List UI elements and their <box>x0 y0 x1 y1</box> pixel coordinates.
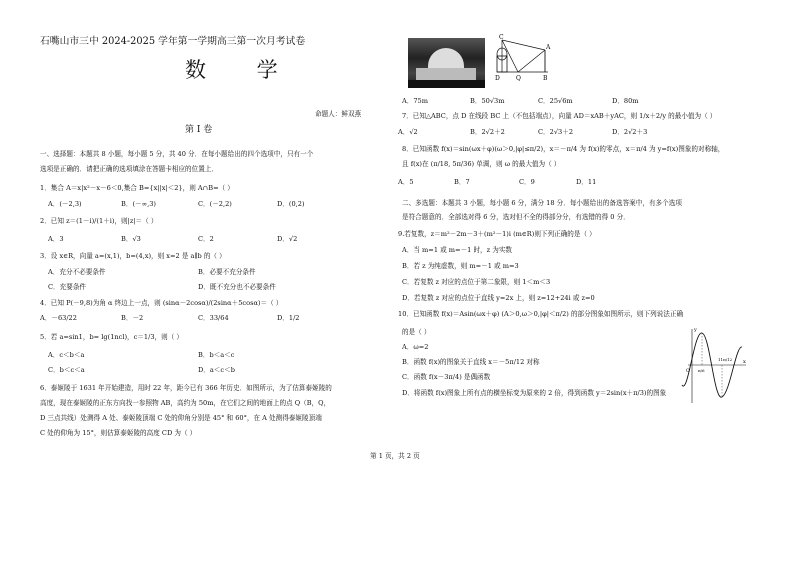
q6-option-d: D．80m <box>612 97 639 105</box>
taj-mahal-photo <box>408 38 485 88</box>
diagram-label-d: D <box>495 75 500 82</box>
q5-option-b: B．b＜a＜c <box>198 351 235 359</box>
q7-option-a: A．√2 <box>398 128 418 136</box>
q10-option-c: C．函数 f(x－3π/4) 是偶函数 <box>402 373 491 381</box>
q1-option-d: D．(0,2) <box>277 200 305 208</box>
diagram-label-c: C <box>499 34 504 41</box>
q10-option-d: D．将函数 f(x)图象上所有点的横坐标变为原来的 2 倍，得到函数 y＝2sin(x＋π/3)的图象 <box>402 389 667 397</box>
q1-stem: 1．集合 A＝x|x²－x－6＜0,集合 B={x||x|＜2}，则 A∩B=（ ） <box>40 184 234 192</box>
q4-option-d: D．1/2 <box>277 314 300 322</box>
page-footer: 第 1 页，共 2 页 <box>370 452 420 460</box>
q6-line4: C 处的仰角为 15°，则估算泰姬陵的高度 CD 为（ ） <box>40 429 197 437</box>
q3-option-d: D．既不充分也不必要条件 <box>198 283 276 291</box>
graph-label-y: y <box>694 327 697 333</box>
q9-stem: 9.若复数，z＝m²－2m－3＋(m²－1)i (m∈R)则下列正确的是（ ） <box>398 230 596 238</box>
q8-option-b: B．7 <box>454 178 470 186</box>
q3-stem: 3．设 x∈R，向量 a=(x,1)，b=(4,x)，则 x=2 是 a∥b 的（ ） <box>40 252 226 260</box>
subject-heading: 数 学 <box>185 58 300 82</box>
q8-option-a: A．5 <box>398 178 414 186</box>
q2-option-a: A．3 <box>48 235 64 243</box>
author: 命题人：鲜双燕 <box>315 110 362 118</box>
q5-option-d: D．a＜c＜b <box>198 366 235 374</box>
q2-option-b: B．√3 <box>121 235 141 243</box>
q3-option-b: B．必要不充分条件 <box>198 268 256 276</box>
q5-option-a: A．c＜b＜a <box>48 351 85 359</box>
q6-line1: 6．泰姬陵于 1631 年开始建造，用时 22 年，距今已有 366 年历史．如图所示，为了估算泰姬陵的 <box>40 384 332 392</box>
q10-line2: 的是（ ） <box>402 328 431 336</box>
q8-option-c: C．9 <box>519 178 535 186</box>
section2-intro-line2: 是符合题意的．全部选对得 6 分，选对但不全的得部分分，有选错的得 0 分． <box>402 213 630 221</box>
q9-option-d: D．若复数 z 对应的点位于直线 y=2x 上，则 z=12+24i 或 z=0 <box>402 294 595 302</box>
q8-option-d: D．11 <box>576 178 597 186</box>
q3-option-a: A．充分不必要条件 <box>48 268 106 276</box>
section2-intro-line1: 二、多选题：本题共 3 小题，每小题 6 分，满分 18 分．每小题给出的备选答案中，有多个选项 <box>402 199 682 207</box>
q4-option-c: C．33/64 <box>198 314 229 322</box>
exam-title: 石嘴山市三中 2024-2025 学年第一学期高三第一次月考试卷 <box>40 36 306 47</box>
volume-heading: 第 I 卷 <box>185 125 213 135</box>
q3-option-c: C．充要条件 <box>48 283 87 291</box>
graph-tick-2: 11π/12 <box>718 357 733 362</box>
q7-option-d: D．2√2＋3 <box>612 128 648 136</box>
q5-stem: 5．若 a=sin1，b= lg(1ncl)，c＝1/3，则（ ） <box>40 333 183 341</box>
q2-option-d: D．√2 <box>277 235 298 243</box>
sine-graph <box>680 325 750 405</box>
section1-intro-line1: 一、选择题：本题共 8 小题，每小题 5 分，共 40 分．在每小题给出的四个选项中，只有一个 <box>40 150 314 158</box>
q8-line1: 8．已知函数 f(x)＝sin(ωx＋φ)(ω＞0,|φ|≤π/2)，x＝－π/4 为 f(x)的零点，x＝π/4 为 y=f(x)图象的对称轴， <box>402 145 725 153</box>
q6-option-c: C．25√6m <box>538 97 573 105</box>
elevation-diagram <box>493 34 553 84</box>
q10-line1: 10．已知函数 f(x)＝Asin(ωx＋φ) (A＞0,ω＞0,|φ|＜π/2) 的部分图象如图所示，则下列说法正确 <box>398 310 684 318</box>
q9-option-c: C．若复数 z 对应的点位于第二象限，则 1＜m＜3 <box>402 278 551 286</box>
section1-intro-line2: 选项是正确的．请把正确的选项填涂在答题卡相应的位置上． <box>40 165 219 173</box>
diagram-label-a: A <box>546 44 551 51</box>
q4-stem: 4．已知 P(－9,8)为角 α 终边上一点，则 (sinα－2cosα)/(2sinα＋5cosα)＝（ ） <box>40 299 283 307</box>
q10-option-a: A．ω=2 <box>402 343 429 351</box>
q6-option-a: A．75m <box>402 97 428 105</box>
q5-option-c: C．b＜c＜a <box>48 366 85 374</box>
q4-option-b: B．－2 <box>121 314 144 322</box>
q2-option-c: C．2 <box>198 235 214 243</box>
q6-line3: D 三点共线）处测得 A 处、泰姬陵顶端 C 处的仰角分别是 45° 和 60°，在 A 处测得泰姬陵顶端 <box>40 414 322 422</box>
diagram-label-b: B <box>543 75 548 82</box>
q2-stem: 2．已知 z＝(1－i)/(1＋i)，则|z|＝（ ） <box>40 217 158 225</box>
q9-option-a: A．当 m=1 或 m=－1 时，z 为实数 <box>402 246 513 254</box>
graph-label-x: x <box>743 359 746 365</box>
q4-option-a: A．－63/22 <box>40 314 77 322</box>
q10-option-b: B．函数 f(x)的图象关于直线 x＝－5π/12 对称 <box>402 358 540 366</box>
q8-line2: 且 f(x)在 (π/18, 5π/36) 单调，则 ω 的最大值为（ ） <box>402 160 561 168</box>
q1-option-a: A．(－2,3) <box>48 200 82 208</box>
q7-option-c: C．2√3＋2 <box>538 128 574 136</box>
q1-option-c: C．(－2,2) <box>198 200 232 208</box>
q7-option-b: B．2√2＋2 <box>470 128 505 136</box>
graph-label-origin: O <box>686 369 690 374</box>
q9-option-b: B．若 z 为纯虚数，则 m=－1 或 m=3 <box>402 262 519 270</box>
diagram-label-q: Q <box>516 75 521 82</box>
q6-option-b: B．50√3m <box>470 97 505 105</box>
q7-stem: 7．已知△ABC，点 D 在线段 BC 上（不包括端点），向量 AD＝xAB＋yAC，则 1/x＋2/y 的最小值为（ ） <box>402 112 717 120</box>
q1-option-b: B．(－∞,3) <box>121 200 156 208</box>
graph-tick-1: π/6 <box>698 368 705 373</box>
q6-line2: 高度，现在泰姬陵的正东方向找一参照物 AB，高约为 50m，在它们之间的地面上的点 Q（B，Q， <box>40 399 331 407</box>
